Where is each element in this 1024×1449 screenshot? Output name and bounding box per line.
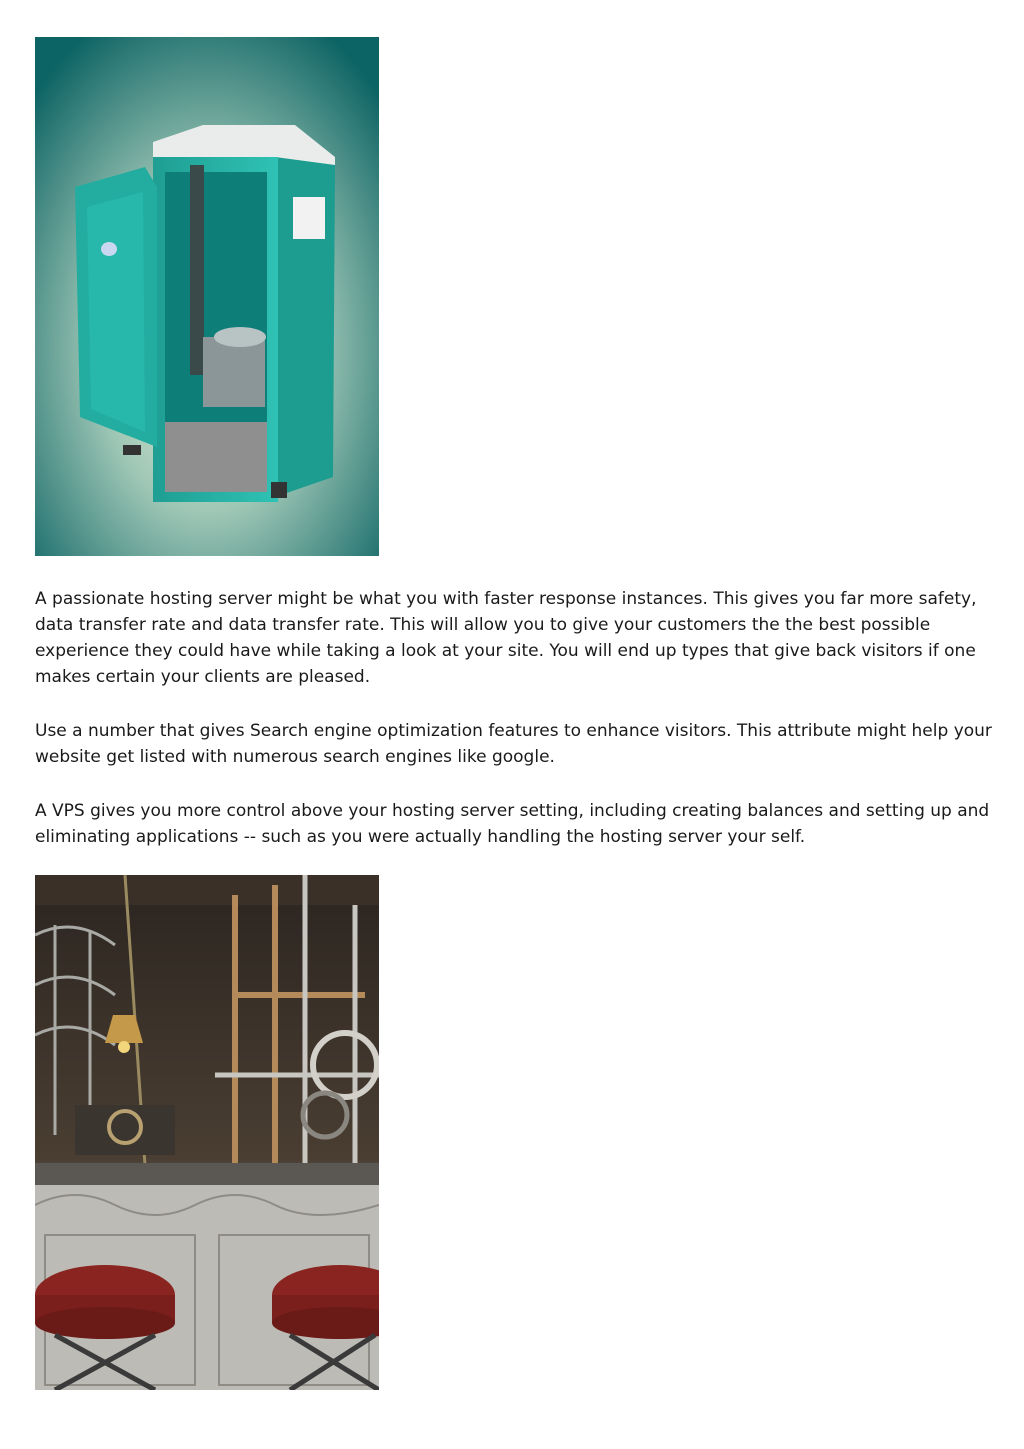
portable-toilet-image — [35, 37, 379, 556]
portable-toilet-illustration — [35, 37, 379, 556]
paragraph-3: A VPS gives you more control above your hosting server setting, including creating balances and setting up and eliminating applications -- such as you were actually handling the hosting server your self. — [35, 801, 990, 847]
steampunk-bar-illustration — [35, 875, 379, 1390]
paragraph-2: Use a number that gives Search engine optimization features to enhance visitors. This attribute might help your website get listed with numerous search engines like google. — [35, 721, 992, 767]
steampunk-bar-image — [35, 875, 379, 1390]
paragraph-1: A passionate hosting server might be what you with faster response instances. This gives you far more safety, data transfer rate and data transfer rate. This will allow you to give your customers the the best possible experience they could have while taking a look at your site. You will end up types that give back visitors if one makes certain your clients are pleased. — [35, 589, 977, 687]
